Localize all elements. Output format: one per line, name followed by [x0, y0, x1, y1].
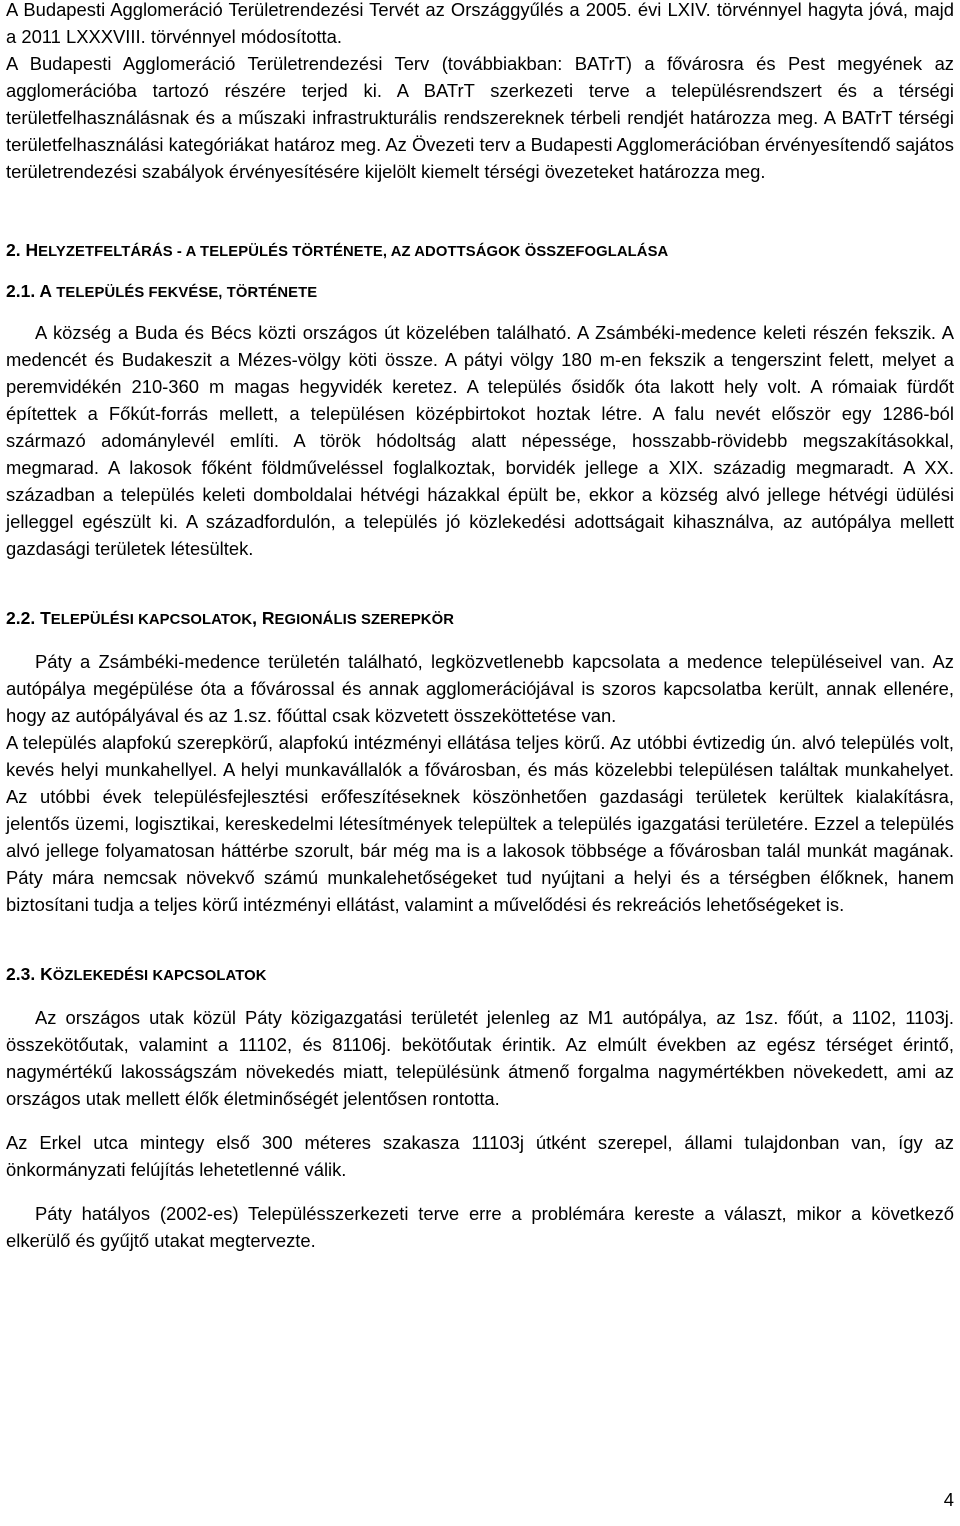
- section-2-1-paragraph: A község a Buda és Bécs közti országos út közelében található. A Zsámbéki-medence keleti részén fekszik. A medencét és Budakeszit a Mézes-völgy köti össze. A pátyi völgy 180 m-en fekszik a tengerszint felett, melyet a peremvidékén 210-360 m magas hegyvidék keretez. A település ősidők óta lakott hely volt. A rómaiak fürdőt építettek a Főkút-forrás mellett, a településen középbirtokot hoztak létre. A falu nevét először egy 1286-ból származó adománylevél említi. A török hódoltság alatt népessége, hosszabb-rövidebb megszakításokkal, megmarad. A lakosok főként földműveléssel foglalkoztak, borvidék jellege a XIX. századig megmaradt. A XX. században a település keleti domboldalai hétvégi házakkal épült be, ekkor a község alvó jellege hétvégi üdülési jelleggel egészült ki. A századfordulón, a település jó közlekedési adottságait kihasználva, az autópálya mellett gazdasági területek létesültek.: [6, 322, 954, 559]
- section-2-2-heading: [6, 607, 954, 631]
- section-2-title-rest: ELYZETFELTÁRÁS - A TELEPÜLÉS TÖRTÉNETE, AZ ADOTTSÁGOK ÖSSZEFOGLALÁSA: [38, 244, 669, 260]
- section-2-number: 2.: [6, 240, 21, 260]
- section-2-2-paragraph-1: Páty a Zsámbéki-medence területén található, legközvetlenebb kapcsolata a medence településeivel van. Az autópálya megépülése óta a fővárossal és annak agglomerációjával is szoros kapcsolatba került, annak ellenére, hogy az autópályával és az 1.sz. főúttal csak közvetett összeköttetése van.: [6, 651, 954, 726]
- section-2-3-title-initial: K: [40, 964, 53, 984]
- section-2-2-paragraph-2: A település alapfokú szerepkörű, alapfokú intézményi ellátása teljes körű. Az utóbbi évtizedig ún. alvó település volt, kevés helyi munkahellyel. A helyi munkavállalók a fővárosban, és más közelebbi településen találtak munkahelyet. Az utóbbi évek településfejlesztési erőfeszítéseknek köszönhetően gazdasági területek kerültek kialakításra, jelentős üzemi, logisztikai, kereskedelmi létesítmények települtek a település igazgatási területére. Ezzel a település alvó jellege folyamatosan háttérbe szorult, bár még ma is a lakosok többsége a fővárosban talál munkát magának. Páty mára nemcsak növekvő számú munkalehetőségeket tud nyújtani a helyi és a térségben élőknek, hanem biztosítani tudja a teljes körű intézményi ellátást, valamint a művelődési és rekreációs lehetőségeket is.: [6, 732, 954, 915]
- section-2-3-heading: [6, 963, 954, 987]
- section-2-2-title-rest-2: EGIONÁLIS SZEREPKÖR: [274, 612, 454, 628]
- page-number: 4: [943, 1489, 954, 1510]
- section-2-3-title-rest: ÖZLEKEDÉSI KAPCSOLATOK: [52, 968, 267, 984]
- section-2-2-title-initial-1: T: [40, 608, 51, 628]
- section-2-1-title-initial: A: [39, 281, 53, 301]
- section-2-1-number: 2.1.: [6, 281, 36, 301]
- section-2-2-title-separator: ,: [252, 608, 262, 628]
- section-2-3-number: 2.3.: [6, 964, 36, 984]
- section-2-heading: [6, 239, 954, 263]
- section-2-3-paragraph-3: Páty hatályos (2002-es) Településszerkezeti terve erre a problémára kereste a választ, mikor a következő elkerülő és gyűjtő utakat megtervezte.: [6, 1203, 954, 1251]
- section-2-1-heading: [6, 280, 954, 304]
- section-2-3-paragraph-1: Az országos utak közül Páty közigazgatási területét jelenleg az M1 autópálya, az 1sz. főút, a 1102, 1103j. összekötőutak, valamint a 11102, és 81106j. bekötőutak érintik. Az elmúlt években az egész térséget érintő, nagymértékű lakosságszám növekedés miatt, településünk átmenő forgalma nagymértékben növekedett, ami az országos utak mellett élők életminőségét jelentősen rontotta.: [6, 1007, 954, 1109]
- section-2-2-title-initial-2: R: [261, 608, 275, 628]
- intro-paragraph-2: A Budapesti Agglomeráció Területrendezési Terv (továbbiakban: BATrT) a fővárosra és Pest megyének az agglomerációba tartozó részére terjed ki. A BATrT szerkezeti terve a településrendszert és a térségi területfelhasználásnak és a műszaki infrastrukturális rendszereknek térbeli rendjét határozza meg. A BATrT térségi területfelhasználási kategóriákat határoz meg. Az Övezeti terv a Budapesti Agglomerációban érvényesítendő sajátos területrendezési szabályok érvényesítésére kijelölt kiemelt térségi övezeteket határozza meg.: [6, 53, 954, 182]
- intro-paragraph-1: A Budapesti Agglomeráció Területrendezési Tervét az Országgyűlés a 2005. évi LXIV. törvénnyel hagyta jóvá, majd a 2011 LXXXVIII. törvénnyel módosította.: [6, 0, 954, 47]
- section-2-2-number: 2.2.: [6, 608, 36, 628]
- section-2-2-title-rest-1: ELEPÜLÉSI KAPCSOLATOK: [50, 612, 253, 628]
- document-page: [6, 0, 954, 1254]
- section-2-3-paragraph-2: Az Erkel utca mintegy első 300 méteres szakasza 11103j útként szerepel, állami tulajdonban van, így az önkormányzati felújítás lehetetlenné válik.: [6, 1132, 954, 1180]
- section-2-title-initial: H: [25, 240, 39, 260]
- section-2-1-title-rest: TELEPÜLÉS FEKVÉSE, TÖRTÉNETE: [52, 285, 318, 301]
